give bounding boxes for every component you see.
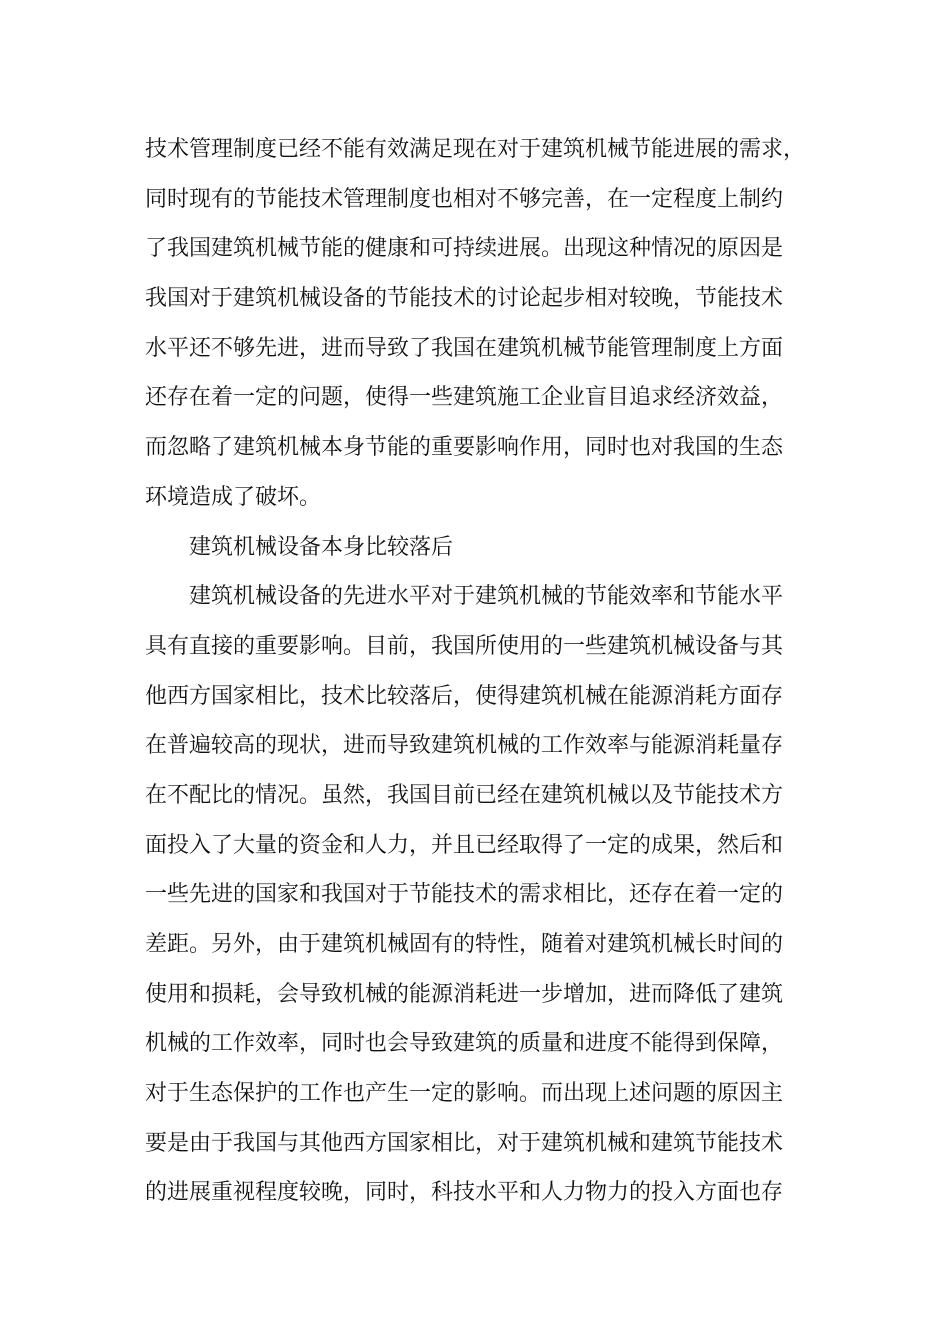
- paragraph-2-line-5: 在不配比的情况。虽然，我国目前已经在建筑机械以及节能技术方: [145, 782, 784, 808]
- paragraph-2-line-10: 机械的工作效率，同时也会导致建筑的质量和进度不能得到保障，: [145, 1031, 784, 1057]
- paragraph-2-line-3: 他西方国家相比，技术比较落后，使得建筑机械在能源消耗方面存: [145, 683, 784, 709]
- paragraph-2-line-8: 差距。另外，由于建筑机械固有的特性，随着对建筑机械长时间的: [145, 932, 784, 957]
- paragraph-2-line-2: 具有直接的重要影响。目前，我国所使用的一些建筑机械设备与其: [145, 633, 784, 659]
- paragraph-2-line-1: 建筑机械设备的先进水平对于建筑机械的节能效率和节能水平: [189, 584, 784, 610]
- paragraph-1-line-5: 水平还不够先进，进而导致了我国在建筑机械节能管理制度上方面: [145, 335, 784, 361]
- paragraph-1-line-6: 还存在着一定的问题，使得一些建筑施工企业盲目追求经济效益，: [145, 385, 784, 411]
- paragraph-1-line-7: 而忽略了建筑机械本身节能的重要影响作用，同时也对我国的生态: [145, 435, 784, 461]
- paragraph-2-line-12: 要是由于我国与其他西方国家相比，对于建筑机械和建筑节能技术: [145, 1130, 784, 1156]
- paragraph-1-line-1: 技术管理制度已经不能有效满足现在对于建筑机械节能进展的需求，: [145, 137, 806, 162]
- paragraph-1-line-4: 我国对于建筑机械设备的节能技术的讨论起步相对较晚，节能技术: [145, 286, 784, 312]
- paragraph-1-line-8: 环境造成了破坏。: [145, 484, 322, 510]
- paragraph-2-line-9: 使用和损耗，会导致机械的能源消耗进一步增加，进而降低了建筑: [145, 981, 784, 1007]
- paragraph-1-line-2: 同时现有的节能技术管理制度也相对不够完善，在一定程度上制约: [145, 186, 784, 212]
- paragraph-1-line-3: 了我国建筑机械节能的健康和可持续进展。出现这种情况的原因是: [145, 236, 784, 262]
- paragraph-2-line-11: 对于生态保护的工作也产生一定的影响。而出现上述问题的原因主: [145, 1081, 784, 1107]
- paragraph-2-line-6: 面投入了大量的资金和人力，并且已经取得了一定的成果，然后和: [145, 832, 784, 858]
- paragraph-2-line-13: 的进展重视程度较晚，同时，科技水平和人力物力的投入方面也存: [145, 1180, 784, 1206]
- document-body: [145, 125, 815, 1218]
- paragraph-2-line-4: 在普遍较高的现状，进而导致建筑机械的工作效率与能源消耗量存: [145, 733, 784, 759]
- paragraph-2-line-7: 一些先进的国家和我国对于节能技术的需求相比，还存在着一定的: [145, 882, 784, 908]
- section-heading: 建筑机械设备本身比较落后: [189, 534, 454, 560]
